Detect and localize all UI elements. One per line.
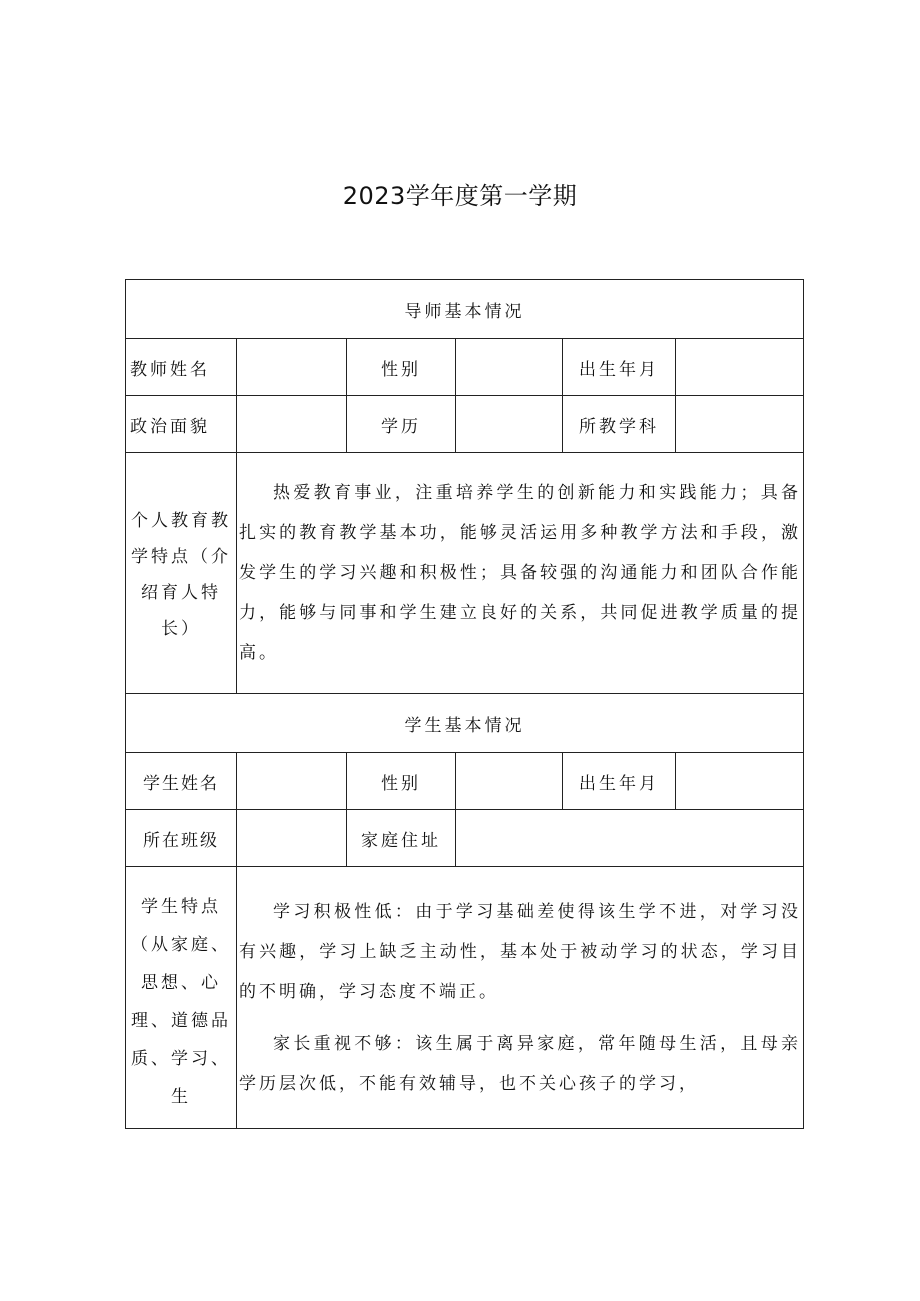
teacher-gender-label: 性别 — [347, 339, 456, 396]
teacher-features-label: 个人教育教学特点（介绍育人特长） — [126, 453, 237, 694]
student-gender-label: 性别 — [347, 753, 456, 810]
teacher-politics-label: 政治面貌 — [126, 396, 237, 453]
student-features-label: 学生特点（从家庭、思想、心理、道德品质、学习、生 — [126, 867, 237, 1129]
student-birth-field[interactable] — [676, 753, 804, 810]
teacher-name-field[interactable] — [237, 339, 347, 396]
student-class-field[interactable] — [237, 810, 347, 867]
student-features-field[interactable] — [237, 867, 804, 1129]
student-features-para-2: 家长重视不够：该生属于离异家庭，常年随母生活，且母亲学历层次低，不能有效辅导，也不关心孩子的学习， — [239, 1033, 802, 1094]
mentor-form-table — [125, 279, 804, 1129]
teacher-birth-label: 出生年月 — [563, 339, 676, 396]
teacher-name-label: 教师姓名 — [126, 339, 237, 396]
student-section-heading: 学生基本情况 — [126, 694, 804, 753]
teacher-politics-field[interactable] — [237, 396, 347, 453]
student-class-label: 所在班级 — [126, 810, 237, 867]
teacher-education-label: 学历 — [347, 396, 456, 453]
student-name-field[interactable] — [237, 753, 347, 810]
student-address-field[interactable] — [456, 810, 804, 867]
student-features-para-1: 学习积极性低：由于学习基础差使得该生学不进，对学习没有兴趣，学习上缺乏主动性，基本处于被动学习的状态，学习目的不明确，学习态度不端正。 — [239, 901, 802, 1002]
teacher-section-heading: 导师基本情况 — [126, 280, 804, 339]
teacher-subject-field[interactable] — [676, 396, 804, 453]
teacher-features-text: 热爱教育事业，注重培养学生的创新能力和实践能力；具备扎实的教育教学基本功，能够灵活运用多种教学方法和手段，激发学生的学习兴趣和积极性；具备较强的沟通能力和团队合作能力，能够与同事和学生建立良好的关系，共同促进教学质量的提高。 — [239, 483, 802, 663]
student-name-label: 学生姓名 — [126, 753, 237, 810]
teacher-education-field[interactable] — [456, 396, 563, 453]
student-address-label: 家庭住址 — [347, 810, 456, 867]
teacher-birth-field[interactable] — [676, 339, 804, 396]
student-birth-label: 出生年月 — [563, 753, 676, 810]
page-title: 2023学年度第一学期 — [342, 182, 578, 210]
student-gender-field[interactable] — [456, 753, 563, 810]
teacher-subject-label: 所教学科 — [563, 396, 676, 453]
teacher-gender-field[interactable] — [456, 339, 563, 396]
teacher-features-field[interactable] — [237, 453, 804, 694]
